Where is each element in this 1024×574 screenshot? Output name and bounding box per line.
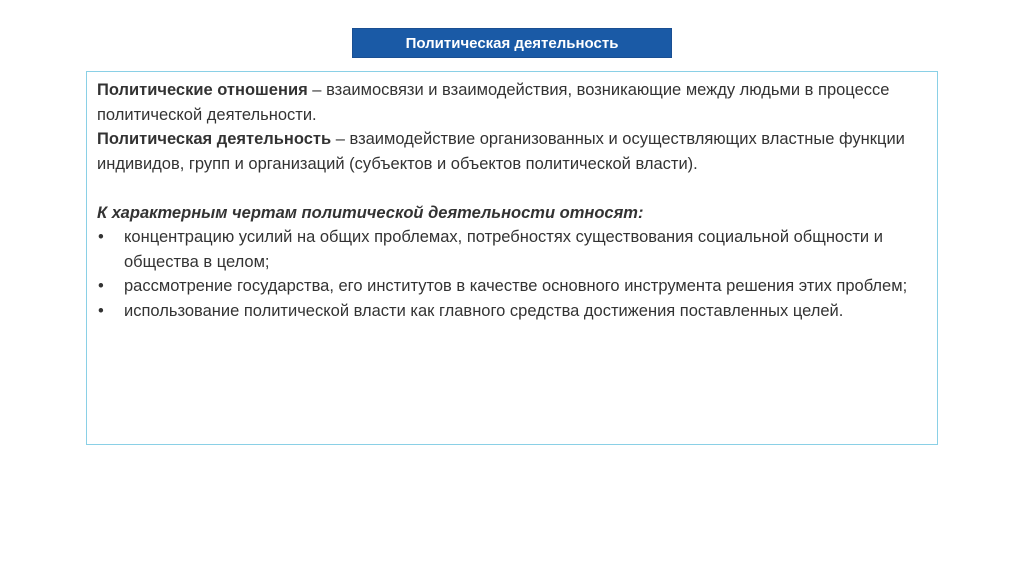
- definition-political-relations: [97, 78, 927, 127]
- list-item: [97, 274, 927, 299]
- list-item-text: концентрацию усилий на общих проблемах, потребностях существования социальной общности и общества в целом;: [124, 228, 883, 271]
- bullet-icon: •: [98, 301, 104, 320]
- list-item-text: использование политической власти как главного средства достижения поставленных целей.: [124, 301, 844, 320]
- definition-text: – взаимодействие организованных и осуществляющих властные функции индивидов, групп и организаций (субъектов и объектов политической власти).: [97, 130, 905, 173]
- definition-term: Политическая деятельность: [97, 130, 332, 148]
- definition-text: – взаимосвязи и взаимодействия, возникающие между людьми в процессе политической деятельности.: [97, 81, 890, 124]
- bullet-icon: •: [98, 277, 104, 295]
- list-item: [97, 299, 927, 324]
- list-item-text: рассмотрение государства, его институтов в качестве основного инструмента решения этих проблем;: [124, 277, 908, 295]
- definition-political-activity: [97, 127, 927, 176]
- list-item: [97, 225, 927, 274]
- content-box: [86, 71, 938, 445]
- slide-title: [352, 28, 672, 58]
- bullet-icon: •: [98, 228, 104, 246]
- definition-term: Политические отношения: [97, 81, 308, 99]
- features-heading: К характерным чертам политической деятельности относят:: [97, 203, 644, 222]
- paragraph-spacer: [97, 176, 927, 201]
- features-list: [97, 225, 927, 323]
- slide-title-text: Политическая деятельность: [405, 34, 619, 52]
